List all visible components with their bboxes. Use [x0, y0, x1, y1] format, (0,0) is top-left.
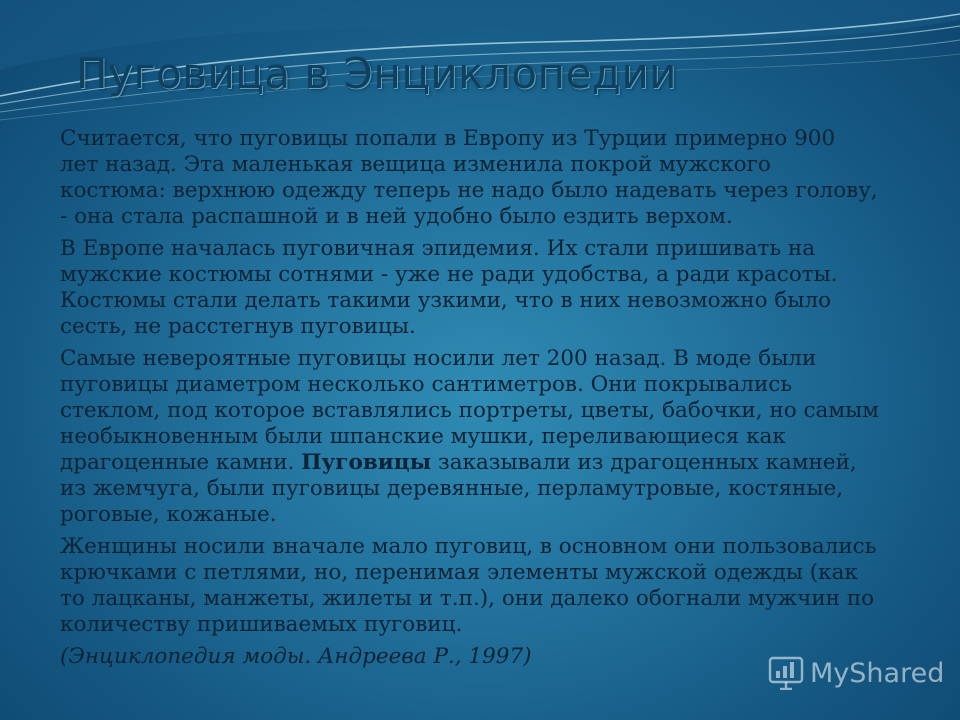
- presentation-chart-icon: [768, 656, 804, 690]
- body-text: [60, 126, 880, 670]
- paragraph-4: Женщины носили вначале мало пуговиц, в основном они пользовались крючками с петлями, но, перенимая элементы мужской одежды (как то лацканы, манжеты, жилеты и т.п.), они далеко обогнали мужчин по количеству пришиваемых пуговиц.: [60, 534, 877, 637]
- paragraph-1: Считается, что пуговицы попали в Европу из Турции примерно 900 лет назад. Эта маленькая вещица изменила покрой мужского костюма: верхнюю одежду теперь не надо было надевать через голову, - она стала распашной и в ней удобно было ездить верхом.: [60, 126, 878, 229]
- slide-title: Пуговица в Энциклопедии: [76, 49, 678, 98]
- watermark: [768, 655, 944, 691]
- paragraph-2: В Европе началась пуговичная эпидемия. Их стали пришивать на мужские костюмы сотнями - уже не ради удобства, а ради красоты. Костюмы стали делать такими узкими, что в них невозможно было сесть, не расстегнув пуговицы.: [60, 236, 838, 339]
- paragraph-3: [60, 346, 880, 528]
- citation: (Энциклопедия моды. Андреева Р., 1997): [60, 644, 532, 669]
- paragraph-3-bold-term: Пуговицы: [301, 450, 432, 475]
- watermark-text: MyShared: [810, 657, 945, 689]
- paragraph-3-end: заказывали из драгоценных камней, из жемчуга, были пуговицы деревянные, перламутровые, костяные, роговые, кожаные.: [60, 450, 857, 527]
- paragraph-3-start: Самые невероятные пуговицы носили лет 200 назад. В моде были пуговицы диаметром несколько сантиметров. Они покрывались стеклом, под которое вставлялись портреты, цветы, бабочки, но самым необыкновенным были шпанские мушки, переливающиеся как драгоценные камни.: [60, 346, 879, 475]
